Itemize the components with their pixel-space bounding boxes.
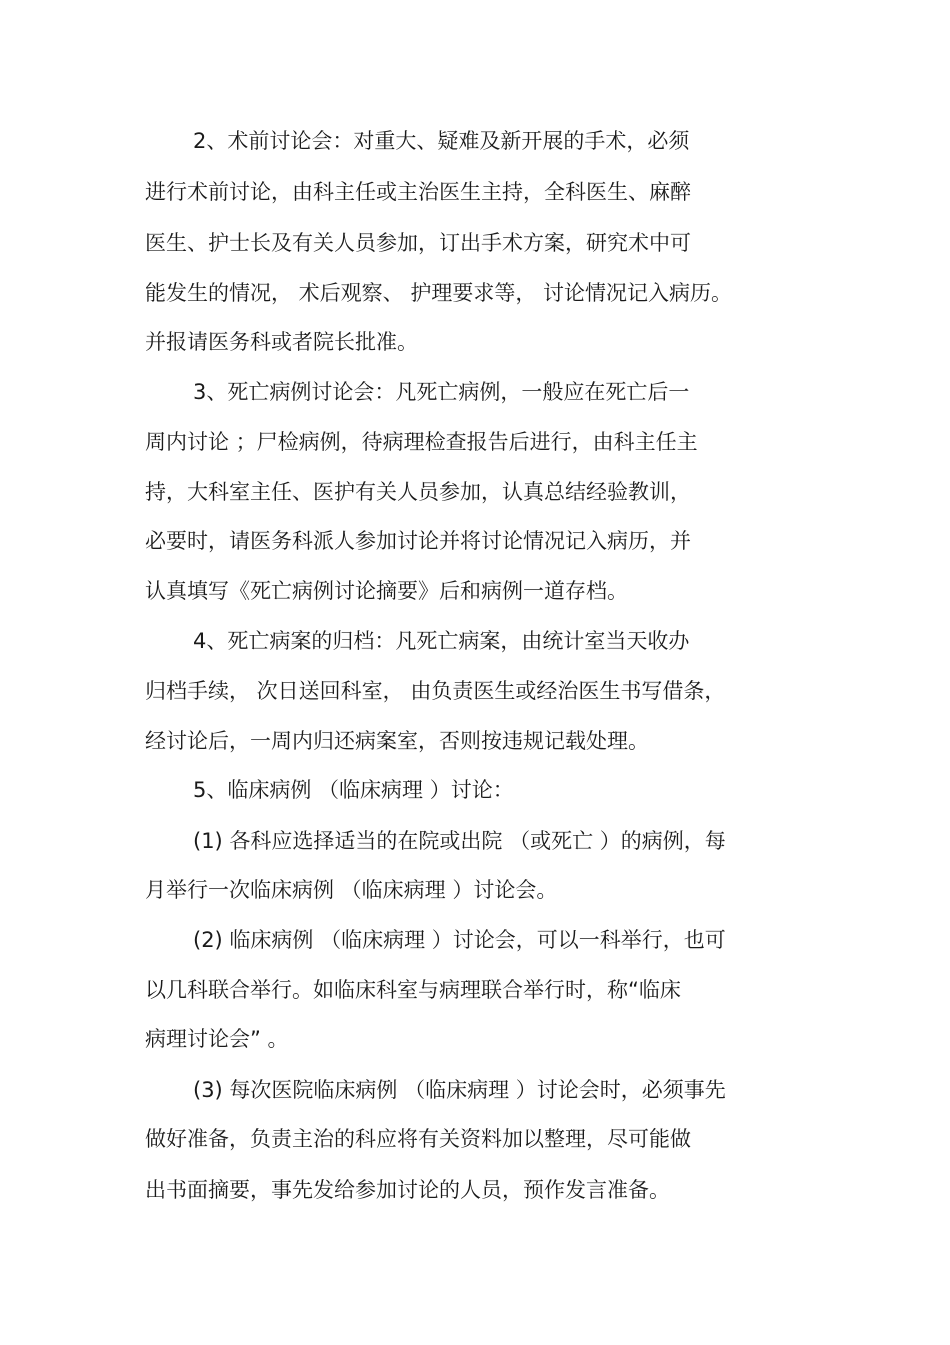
- paragraph-3-line-5: 认真填写《死亡病例讨论摘要》后和病例一道存档。: [145, 579, 628, 603]
- paragraph-2-line-2: 进行术前讨论，由科主任或主治医生主持，全科医生、麻醉: [145, 180, 691, 204]
- paragraph-2-line-4: 能发生的情况， 术后观察、 护理要求等， 讨论情况记入病历。: [145, 281, 733, 305]
- paragraph-3-line-3: 持，大科室主任、医护有关人员参加，认真总结经验教训，: [145, 480, 691, 504]
- paragraph-4-line-2: 归档手续， 次日送回科室， 由负责医生或经治医生书写借条，: [145, 679, 726, 703]
- item-1-line-2: 月举行一次临床病例 （临床病理 ）讨论会。: [145, 878, 558, 902]
- item-2-line-2: 以几科联合举行。如临床科室与病理联合举行时，称“临床: [145, 978, 681, 1002]
- paragraph-2-line-5: 并报请医务科或者院长批准。: [145, 330, 418, 354]
- item-3-line-2: 做好准备，负责主治的科应将有关资料加以整理，尽可能做: [145, 1127, 691, 1151]
- item-3-line-1: (3) 每次医院临床病例 （临床病理 ）讨论会时，必须事先: [193, 1078, 726, 1102]
- paragraph-4-line-1: 4、死亡病案的归档：凡死亡病案，由统计室当天收办: [193, 629, 690, 653]
- item-2-line-1: (2) 临床病例 （临床病理 ）讨论会，可以一科举行，也可: [193, 928, 726, 952]
- paragraph-4-line-3: 经讨论后，一周内归还病案室，否则按违规记载处理。: [145, 729, 649, 753]
- paragraph-2-line-1: 2、术前讨论会：对重大、疑难及新开展的手术，必须: [193, 129, 690, 153]
- item-2-line-3: 病理讨论会” 。: [145, 1027, 289, 1051]
- paragraph-3-line-1: 3、死亡病例讨论会：凡死亡病例，一般应在死亡后一: [193, 380, 690, 404]
- paragraph-5-heading: 5、临床病例 （临床病理 ）讨论：: [193, 778, 514, 802]
- paragraph-2-line-3: 医生、护士长及有关人员参加，订出手术方案，研究术中可: [145, 231, 691, 255]
- item-1-line-1: (1) 各科应选择适当的在院或出院 （或死亡 ）的病例，每: [193, 829, 726, 853]
- item-3-line-3: 出书面摘要，事先发给参加讨论的人员，预作发言准备。: [145, 1178, 670, 1202]
- paragraph-3-line-2: 周内讨论 ；尸检病例，待病理检查报告后进行，由科主任主: [145, 430, 698, 454]
- paragraph-3-line-4: 必要时，请医务科派人参加讨论并将讨论情况记入病历，并: [145, 529, 691, 553]
